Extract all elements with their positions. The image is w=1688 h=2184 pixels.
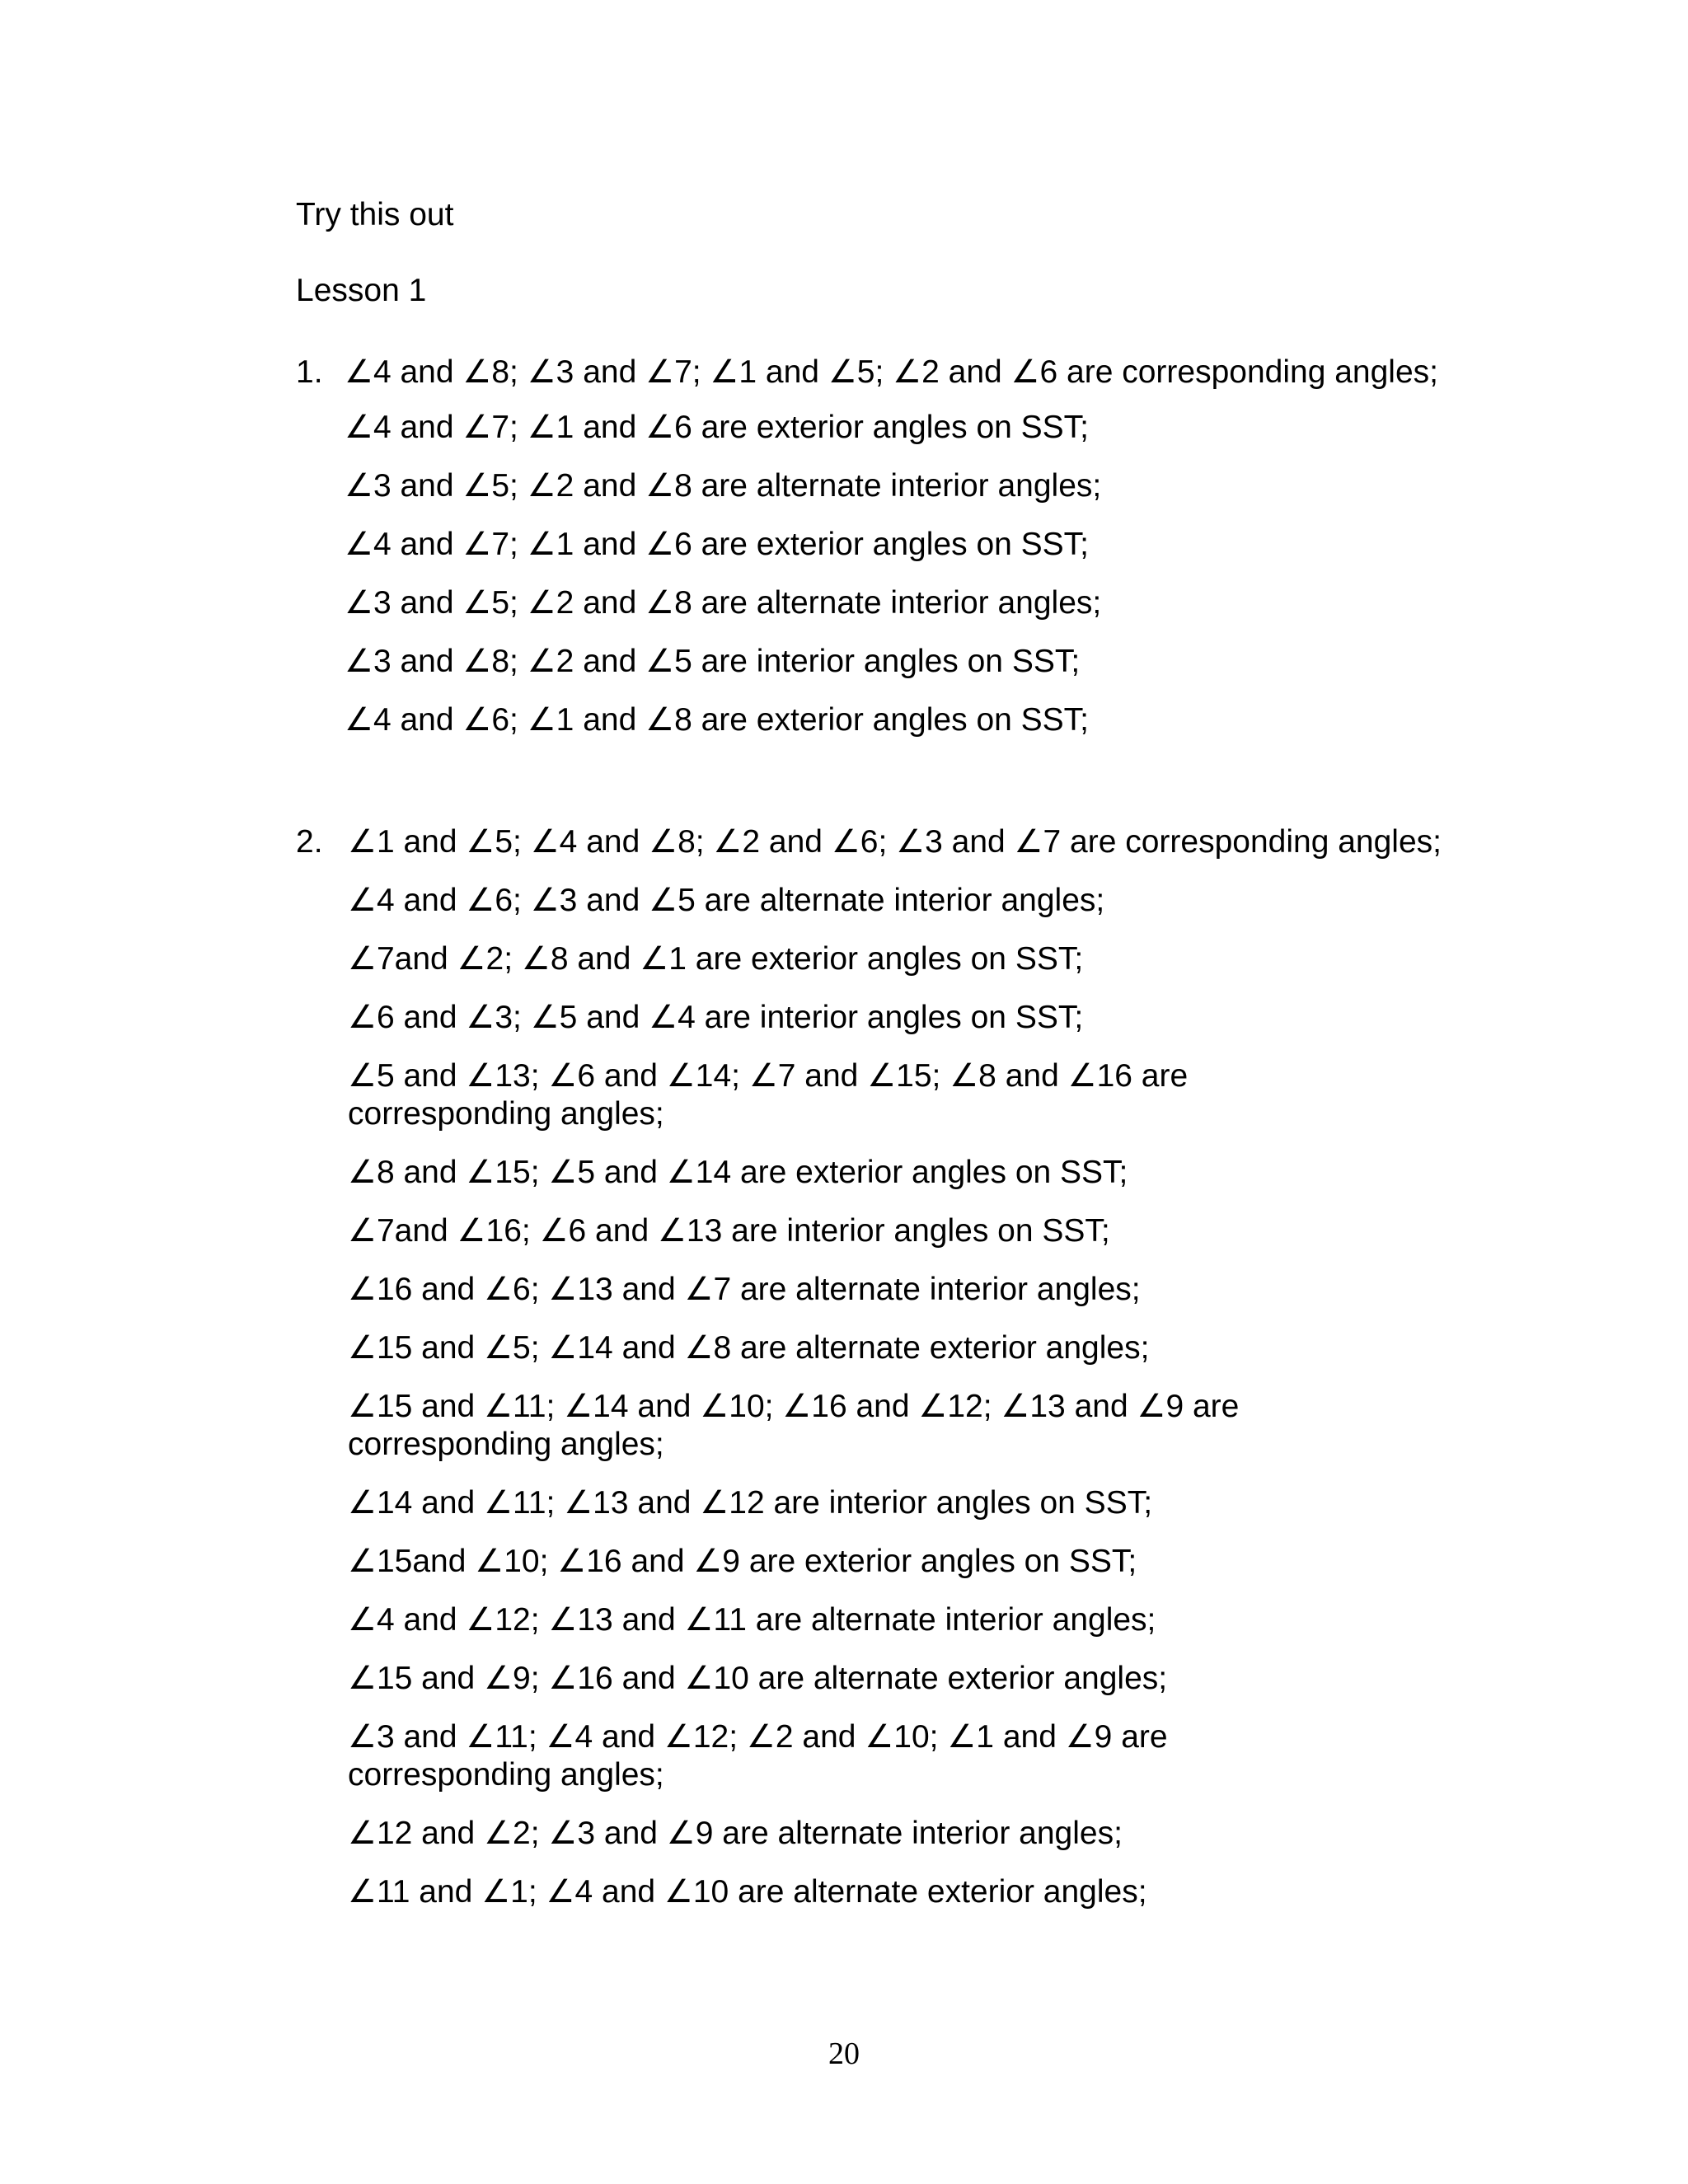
answer-line: ∠4 and ∠7; ∠1 and ∠6 are exterior angles on SST; [345,410,1090,445]
answer-line: ∠16 and ∠6; ∠13 and ∠7 are alternate interior angles; [348,1272,1141,1307]
answer-line: ∠14 and ∠11; ∠13 and ∠12 are interior angles on SST; [348,1485,1153,1521]
question-number: 1. [296,354,323,390]
answer-line: ∠3 and ∠5; ∠2 and ∠8 are alternate interior angles; [345,585,1102,621]
answer-line: ∠15and ∠10; ∠16 and ∠9 are exterior angles on SST; [348,1544,1137,1579]
answer-line: ∠4 and ∠6; ∠1 and ∠8 are exterior angles on SST; [345,702,1090,738]
answer-line: ∠4 and ∠8; ∠3 and ∠7; ∠1 and ∠5; ∠2 and ∠6 are corresponding angles; [345,354,1438,390]
answer-line: ∠4 and ∠12; ∠13 and ∠11 are alternate interior angles; [348,1602,1156,1638]
answer-line: ∠15 and ∠5; ∠14 and ∠8 are alternate exterior angles; [348,1330,1150,1366]
answer-line: ∠15 and ∠9; ∠16 and ∠10 are alternate exterior angles; [348,1661,1168,1696]
answer-line: ∠8 and ∠15; ∠5 and ∠14 are exterior angles on SST; [348,1155,1128,1190]
answer-line: ∠4 and ∠6; ∠3 and ∠5 are alternate interior angles; [348,883,1105,918]
answer-list [345,354,1449,760]
answer-line: ∠7and ∠2; ∠8 and ∠1 are exterior angles on SST; [348,941,1084,977]
answer-line: ∠1 and ∠5; ∠4 and ∠8; ∠2 and ∠6; ∠3 and ∠7 are corresponding angles; [348,824,1442,860]
lesson-heading: Lesson 1 [296,273,427,308]
answer-line: ∠5 and ∠13; ∠6 and ∠14; ∠7 and ∠15; ∠8 and ∠16 are corresponding angles; [348,1058,1189,1132]
answer-line: ∠3 and ∠5; ∠2 and ∠8 are alternate interior angles; [345,468,1102,504]
answer-line: ∠6 and ∠3; ∠5 and ∠4 are interior angles on SST; [348,1000,1084,1035]
section-heading: Try this out [296,197,454,232]
question-number: 2. [296,824,323,860]
answer-line: ∠15 and ∠11; ∠14 and ∠10; ∠16 and ∠12; ∠13 and ∠9 are corresponding angles; [348,1389,1240,1462]
answer-line: ∠7and ∠16; ∠6 and ∠13 are interior angles on SST; [348,1213,1110,1249]
answer-list [348,823,1452,1932]
answer-line: ∠11 and ∠1; ∠4 and ∠10 are alternate exterior angles; [348,1874,1147,1910]
answer-line: ∠4 and ∠7; ∠1 and ∠6 are exterior angles on SST; [345,527,1090,562]
answer-line: ∠3 and ∠11; ∠4 and ∠12; ∠2 and ∠10; ∠1 and ∠9 are corresponding angles; [348,1719,1168,1793]
page-number: 20 [828,2036,860,2071]
answer-line: ∠12 and ∠2; ∠3 and ∠9 are alternate interior angles; [348,1816,1123,1851]
answer-line: ∠3 and ∠8; ∠2 and ∠5 are interior angles on SST; [345,644,1081,679]
